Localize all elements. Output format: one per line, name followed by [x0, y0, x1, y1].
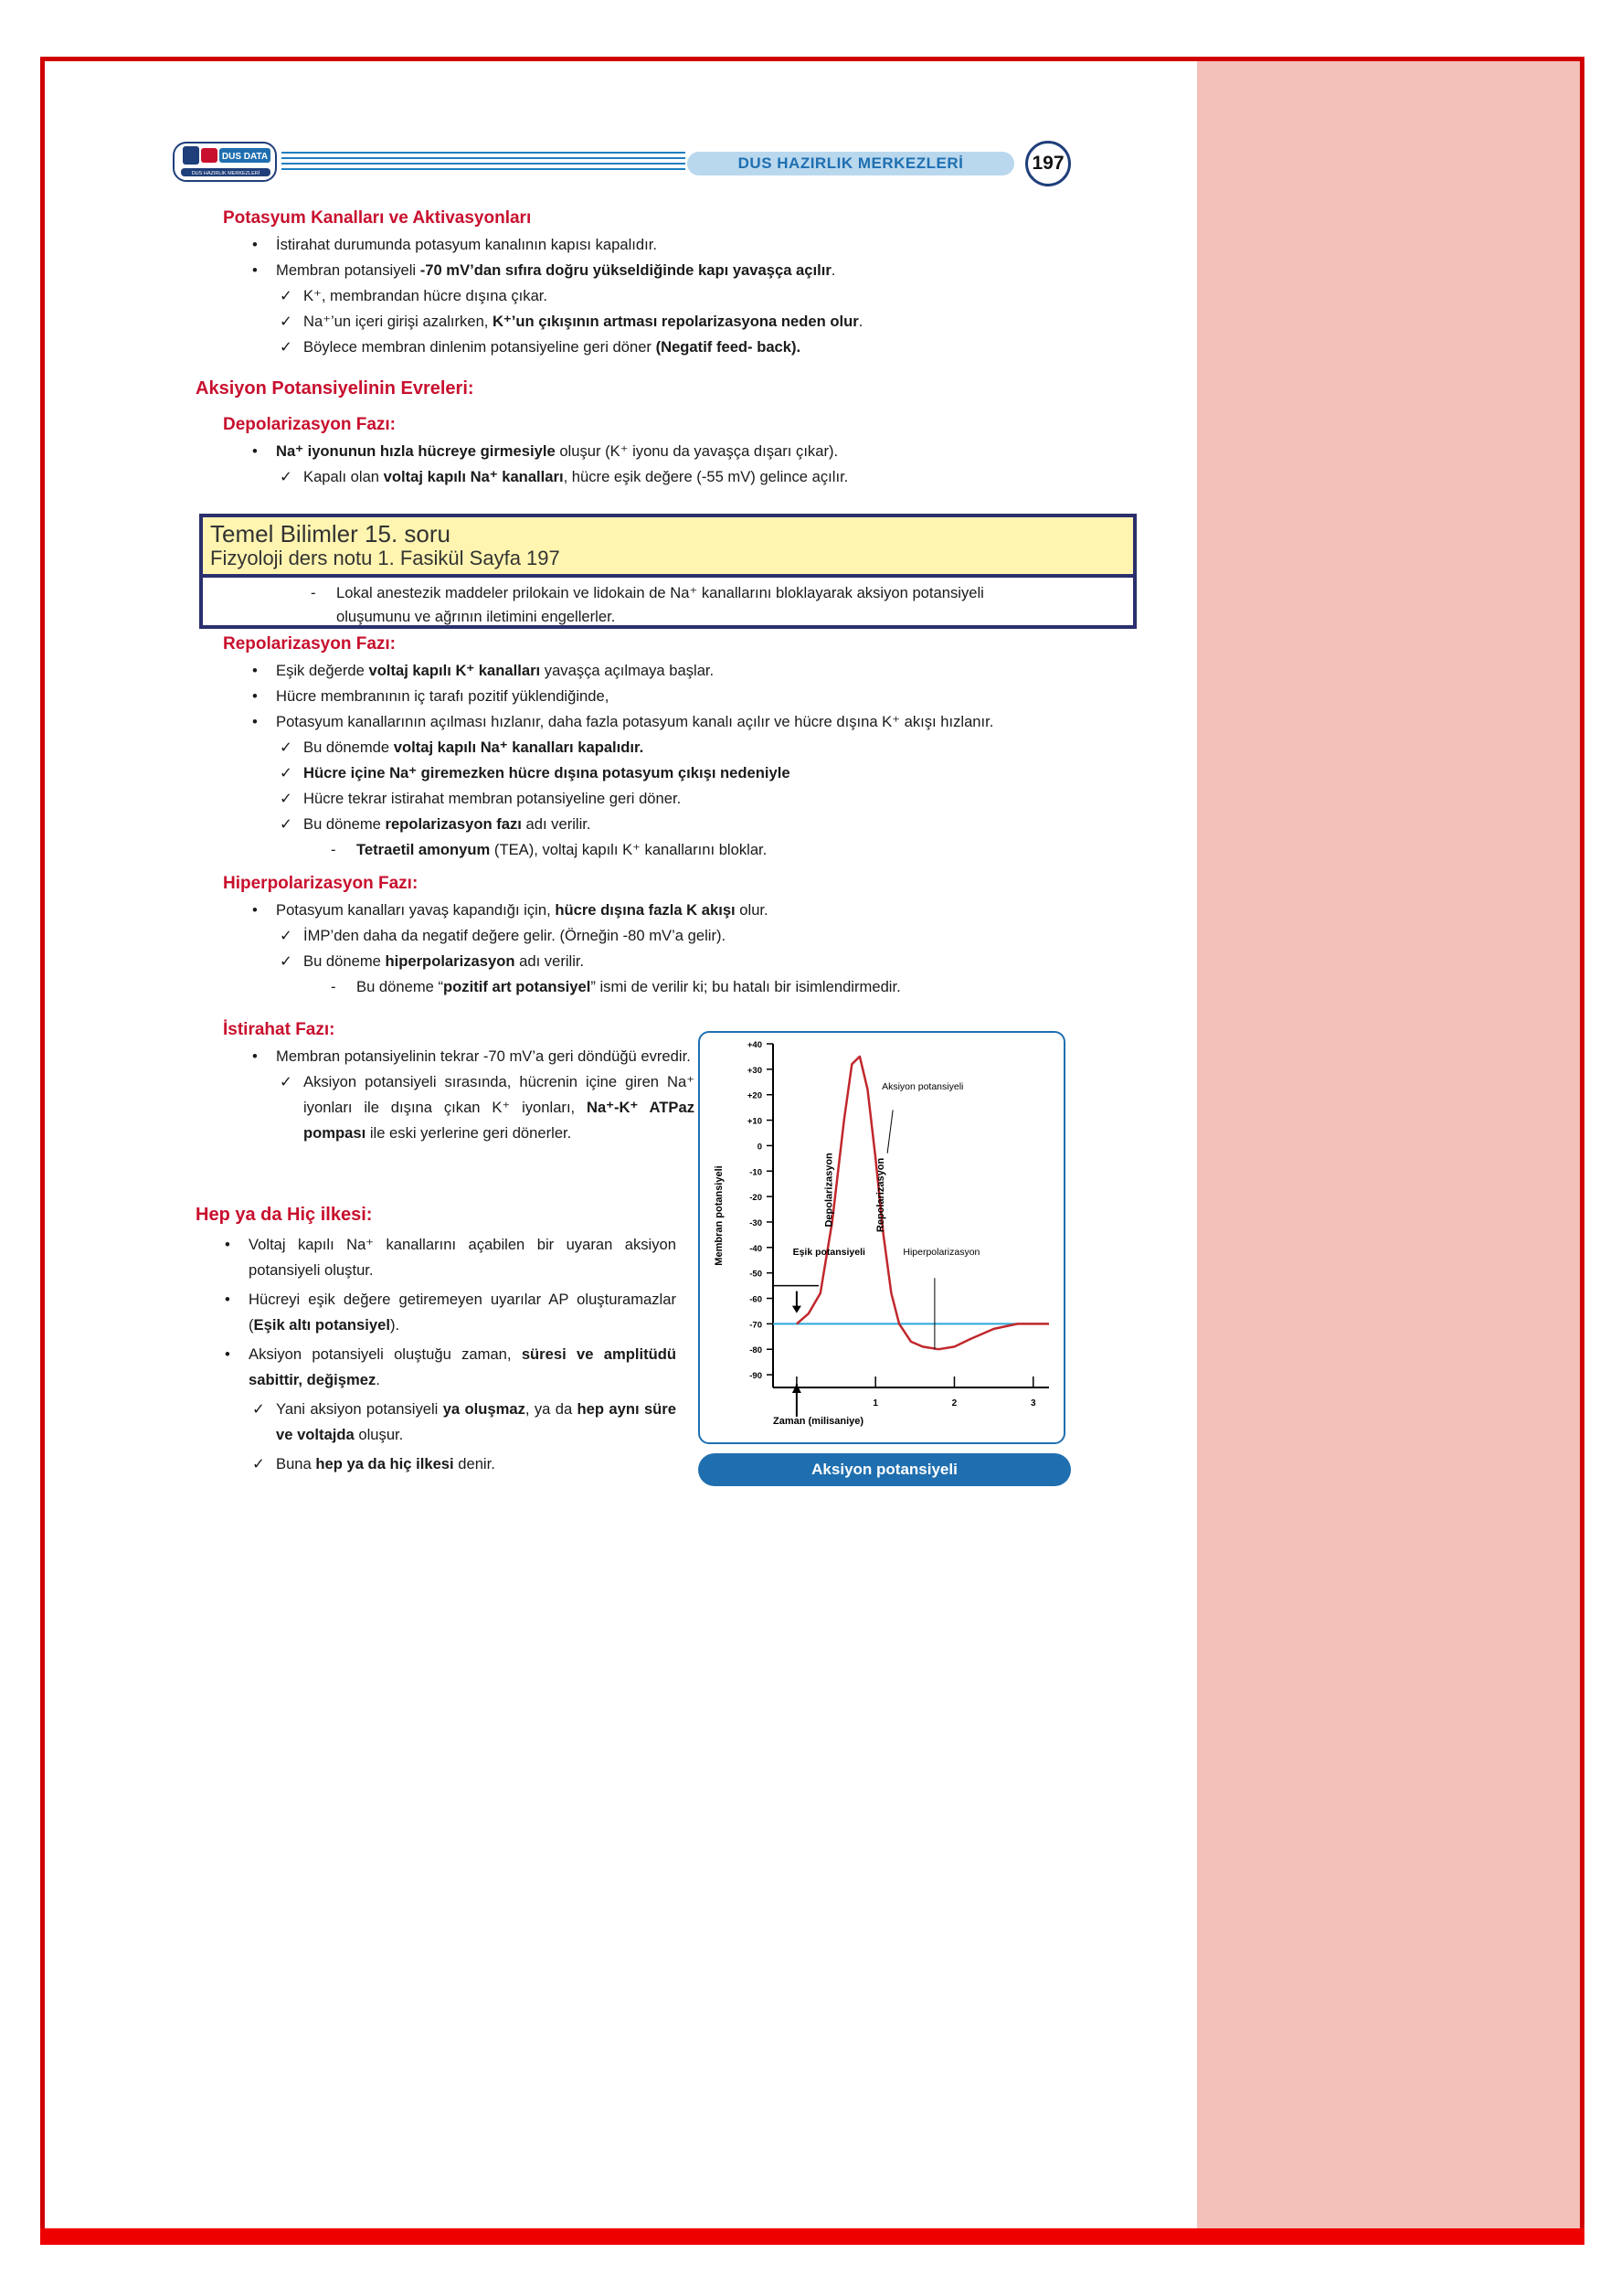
- bullet: • Voltaj kapılı Na⁺ kanallarını açabilen bir uyaran aksiyon potansiyeli oluştur.: [196, 1232, 676, 1283]
- header-rule: [281, 150, 685, 170]
- y-tick-label: 0: [757, 1142, 762, 1153]
- check-item: ✓ İMP’den daha da negatif değere gelir. (Örneğin -80 mV’a gelir).: [223, 923, 1076, 949]
- heading-depolarization: Depolarizasyon Fazı:: [223, 415, 396, 434]
- bullet: • İstirahat durumunda potasyum kanalının kapısı kapalıdır.: [223, 232, 1076, 258]
- dus-data-logo: [172, 139, 280, 186]
- heading-all-or-none: Hep ya da Hiç ilkesi:: [196, 1205, 373, 1225]
- check-item: ✓ Bu döneme hiperpolarizasyon adı verilir.: [223, 949, 1076, 974]
- dash-item: - Tetraetil amonyum (TEA), voltaj kapılı K⁺ kanallarını bloklar.: [223, 837, 1076, 863]
- y-tick-label: +40: [747, 1040, 762, 1050]
- x-tick-label: 1: [873, 1398, 878, 1408]
- section-repolarization: [223, 631, 1076, 863]
- bullet: • Na⁺ iyonunun hızla hücreye girmesiyle oluşur (K⁺ iyonu da yavaşça dışarı çıkar).: [223, 439, 1076, 464]
- annotation-label: Aksiyon potansiyeli: [882, 1081, 964, 1093]
- y-tick-label: -60: [749, 1294, 762, 1305]
- question-overlay: [199, 514, 1137, 629]
- overlay-subtitle: Fizyoloji ders notu 1. Fasikül Sayfa 197: [210, 547, 560, 569]
- check-item: ✓ Aksiyon potansiyeli sırasında, hücrenin içine giren Na⁺ iyonları ile dışına çıkan K⁺ iyonları, Na⁺-K⁺ ATPaz pompası ile eski yerlerine geri dönerler.: [223, 1069, 694, 1146]
- check-item: ✓ Bu dönemde voltaj kapılı Na⁺ kanalları kapalıdır.: [223, 735, 1076, 760]
- action-potential-chart: [698, 1031, 1065, 1444]
- bullet: • Eşik değerde voltaj kapılı K⁺ kanalları yavaşça açılmaya başlar.: [223, 658, 1076, 684]
- y-tick-label: +20: [747, 1090, 762, 1101]
- threshold-arrow-head: [792, 1306, 801, 1313]
- y-tick-label: -40: [749, 1243, 762, 1254]
- check-item: ✓ Bu döneme repolarizasyon fazı adı verilir.: [223, 812, 1076, 837]
- dash-item: - Bu döneme “pozitif art potansiyel” ismi de verilir ki; bu hatalı bir isimlendirmedir.: [223, 974, 1076, 1000]
- chart-caption: Aksiyon potansiyeli: [698, 1453, 1071, 1486]
- heading-action-potential-phases: Aksiyon Potansiyelinin Evreleri:: [196, 378, 474, 399]
- side-panel: [1197, 61, 1580, 2240]
- x-tick-label: 3: [1030, 1398, 1036, 1408]
- chart-svg: [700, 1033, 1064, 1442]
- y-tick-label: -20: [749, 1193, 762, 1204]
- heading-rest: İstirahat Fazı:: [223, 1020, 335, 1039]
- y-tick-label: +10: [747, 1116, 762, 1127]
- check-item: ✓ Kapalı olan voltaj kapılı Na⁺ kanalları, hücre eşik değere (-55 mV) gelince açılır.: [223, 464, 1076, 490]
- heading-hyperpolarization: Hiperpolarizasyon Fazı:: [223, 874, 418, 893]
- bottom-bar: [40, 2228, 1584, 2245]
- y-tick-label: -50: [749, 1269, 762, 1280]
- page-number: 197: [1025, 141, 1071, 186]
- check-item: ✓ Na⁺’un içeri girişi azalırken, K⁺’un çıkışının artması repolarizasyona neden olur.: [223, 309, 1076, 335]
- dash-item: - Lokal anestezik maddeler prilokain ve lidokain de Na⁺ kanallarını bloklayarak aksiyon potansiyeli: [203, 581, 1133, 605]
- check-item: ✓ Buna hep ya da hiç ilkesi denir.: [196, 1451, 676, 1477]
- annotation-pointer: [887, 1110, 893, 1153]
- logo-subtext: DUS HAZIRLIK MERKEZLERİ: [191, 171, 260, 176]
- y-tick-label: -90: [749, 1371, 762, 1382]
- check-item: ✓ Hücre içine Na⁺ giremezken hücre dışına potasyum çıkışı nedeniyle: [223, 760, 1076, 786]
- y-tick-label: -10: [749, 1167, 762, 1178]
- y-axis-label: Membran potansiyeli: [714, 1165, 725, 1266]
- y-tick-label: +30: [747, 1065, 762, 1076]
- section-rest: [223, 1016, 694, 1146]
- y-tick-label: -80: [749, 1345, 762, 1356]
- check-item: ✓ Hücre tekrar istirahat membran potansiyeline geri döner.: [223, 786, 1076, 812]
- overlay-body: [203, 581, 1133, 625]
- annotation-label: Repolarizasyon: [874, 1157, 886, 1233]
- bullet: • Potasyum kanallarının açılması hızlanır, daha fazla potasyum kanalı açılır ve hücre dışına K⁺ akışı hızlanır.: [223, 709, 1076, 735]
- overlay-title: Temel Bilimler 15. soru: [210, 520, 450, 547]
- annotation-label: Depolarizasyon: [823, 1153, 835, 1228]
- y-tick-label: -30: [749, 1217, 762, 1228]
- section-depolarization: [223, 411, 1076, 490]
- section-potassium: [223, 205, 1076, 360]
- overlay-header: [203, 517, 1133, 578]
- section-hyperpolarization: [223, 870, 1076, 1000]
- logo-text: DUS DATA: [221, 152, 269, 162]
- y-tick-label: -70: [749, 1320, 762, 1331]
- bullet: • Hücre membranının iç tarafı pozitif yüklendiğinde,: [223, 684, 1076, 709]
- check-item: ✓ Böylece membran dinlenim potansiyeline geri döner (Negatif feed- back).: [223, 335, 1076, 360]
- annotation-label: Eşik potansiyeli: [792, 1247, 865, 1259]
- bullet: • Membran potansiyelinin tekrar -70 mV’a geri döndüğü evredir.: [223, 1044, 694, 1069]
- x-tick-label: 2: [951, 1398, 958, 1408]
- heading-potassium: Potasyum Kanalları ve Aktivasyonları: [223, 208, 532, 228]
- heading-repolarization: Repolarizasyon Fazı:: [223, 634, 396, 654]
- dash-continuation: oluşumunu ve ağrının iletimini engellerler.: [336, 608, 616, 625]
- bullet: • Potasyum kanalları yavaş kapandığı için, hücre dışına fazla K akışı olur.: [223, 898, 1076, 923]
- section-all-or-none: [196, 1201, 676, 1477]
- check-item: ✓ Yani aksiyon potansiyeli ya oluşmaz, ya da hep aynı süre ve voltajda oluşur.: [196, 1397, 676, 1448]
- bullet: • Hücreyi eşik değere getiremeyen uyarılar AP oluşturamazlar (Eşik altı potansiyel).: [196, 1287, 676, 1338]
- annotation-label: Hiperpolarizasyon: [903, 1247, 980, 1259]
- x-axis-label: Zaman (milisaniye): [773, 1416, 864, 1427]
- check-item: ✓ K⁺, membrandan hücre dışına çıkar.: [223, 283, 1076, 309]
- bullet: • Membran potansiyeli -70 mV’dan sıfıra doğru yükseldiğinde kapı yavaşça açılır.: [223, 258, 1076, 283]
- bullet: • Aksiyon potansiyeli oluştuğu zaman, süresi ve amplitüdü sabittir, değişmez.: [196, 1342, 676, 1393]
- header-title: DUS HAZIRLIK MERKEZLERİ: [687, 152, 1014, 175]
